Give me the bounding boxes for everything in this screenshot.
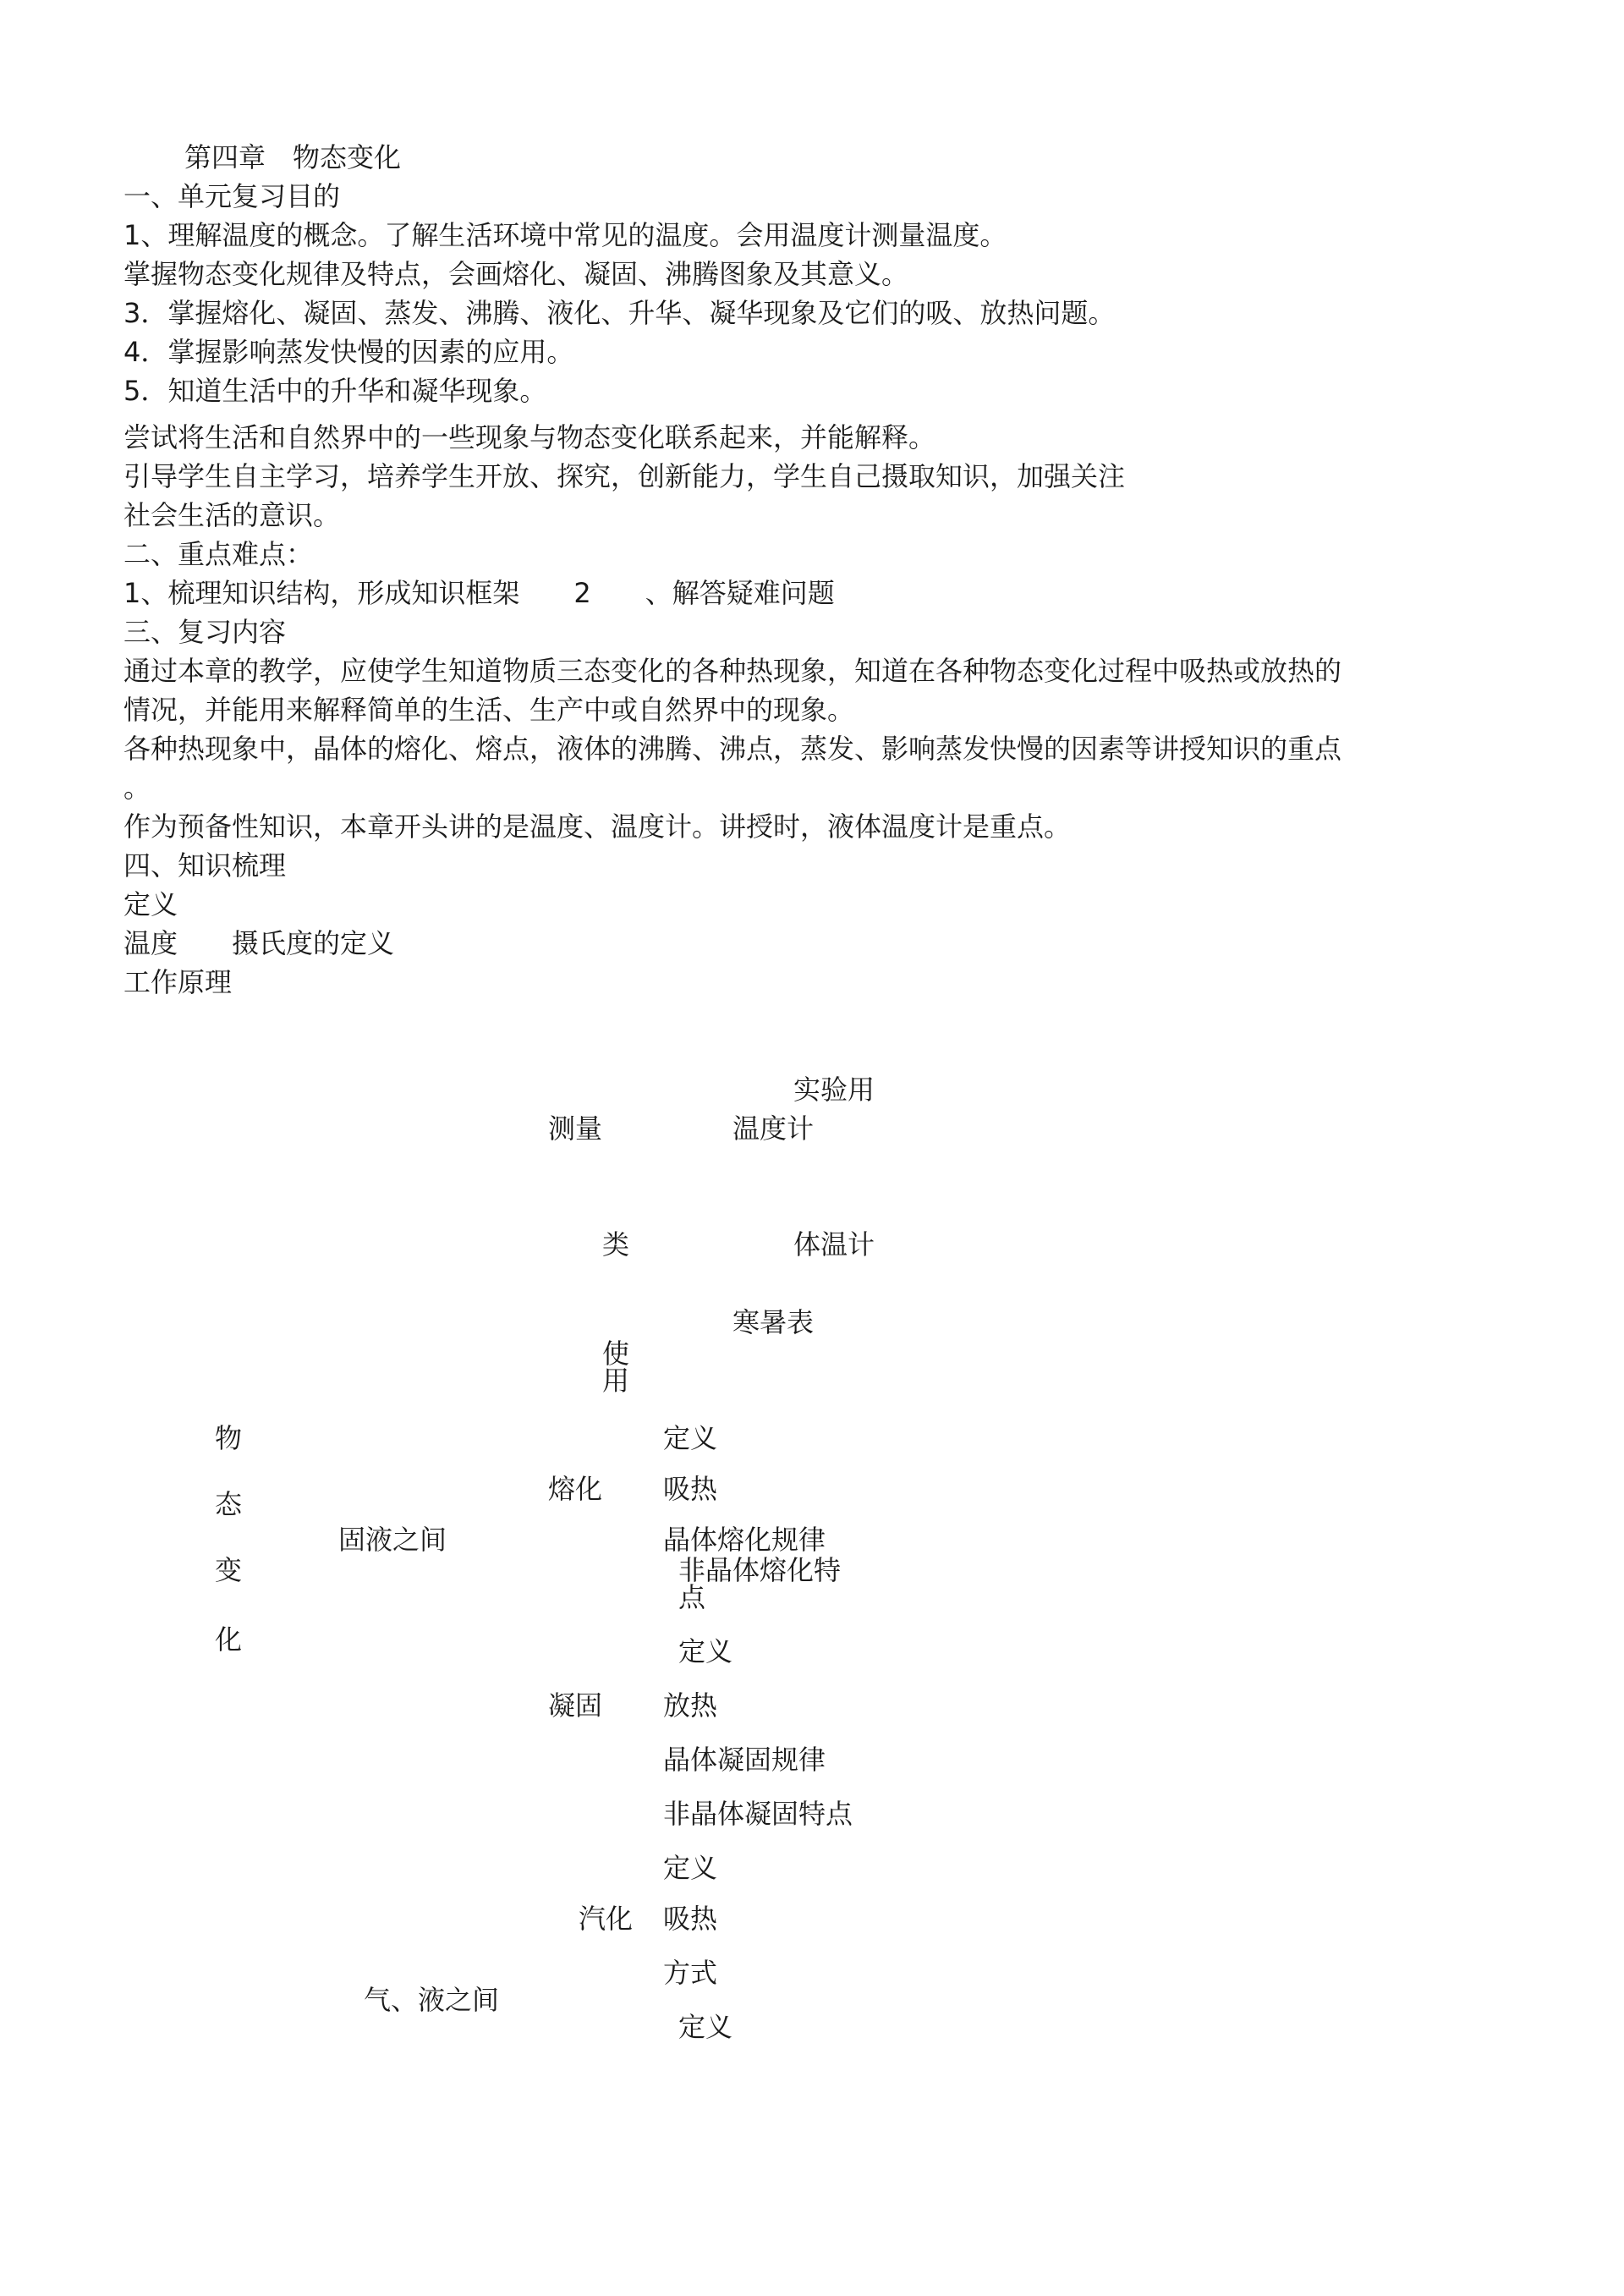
content-paragraph-1a: 通过本章的教学，应使学生知道物质三态变化的各种热现象，知道在各种物态变化过程中吸热或放热的 [123,655,1342,687]
tree-melting-absorb: 吸热 [663,1473,718,1505]
tree-clinical-thermometer: 体温计 [793,1228,875,1261]
objective-2: 掌握物态变化规律及特点，会画熔化、凝固、沸腾图象及其意义。 [123,258,909,290]
tree-freezing-definition: 定义 [678,1635,733,1667]
tree-lab-use: 实验用 [793,1074,875,1106]
objectives-heading: 一、单元复习目的 [123,180,341,212]
tree-use-char-1: 使 [602,1338,630,1370]
tree-amorphous-freezing: 非晶体凝固特点 [663,1798,853,1830]
tree-gas-liquid: 气、液之间 [364,1984,500,2016]
tree-measure: 测量 [548,1112,603,1145]
tree-vaporization-absorb: 吸热 [663,1903,718,1935]
tree-state-change-char-4: 化 [215,1623,243,1656]
objective-4: 4．掌握影响蒸发快慢的因素的应用。 [123,336,574,368]
content-paragraph-2b: 。 [123,772,151,804]
objective-1: 1、理解温度的概念。了解生活环境中常见的温度。会用温度计测量温度。 [123,219,1007,251]
tree-thermometer: 温度计 [732,1112,815,1145]
content-paragraph-1b: 情况，并能用来解释简单的生活、生产中或自然界中的现象。 [123,694,855,726]
objective-5: 5．知道生活中的升华和凝华现象。 [123,375,547,407]
tree-freezing: 凝固 [548,1689,603,1722]
tree-freezing-release: 放热 [663,1689,718,1722]
tree-solid-liquid: 固液之间 [338,1524,447,1556]
tree-kind: 类 [602,1228,630,1261]
tree-amorphous-melting-b: 点 [678,1581,706,1613]
tree-vaporization: 汽化 [579,1903,634,1935]
tree-state-change-char-2: 态 [215,1488,243,1520]
tree-melting: 熔化 [548,1473,603,1505]
tree-vaporization-definition-2: 定义 [678,2011,733,2043]
tree-amorphous-melting-a: 非晶体熔化特 [678,1554,842,1586]
tree-vaporization-mode: 方式 [663,1957,718,1989]
tree-crystal-freezing-law: 晶体凝固规律 [663,1744,826,1776]
review-content-heading: 三、复习内容 [123,616,287,648]
objective-7a: 引导学生自主学习，培养学生开放、探究，创新能力，学生自己摄取知识，加强关注 [123,460,1126,492]
objective-7b: 社会生活的意识。 [123,499,341,531]
content-paragraph-2a: 各种热现象中，晶体的熔化、熔点，液体的沸腾、沸点，蒸发、影响蒸发快慢的因素等讲授知识的重点 [123,733,1342,765]
tree-weather-thermometer: 寒暑表 [732,1306,815,1338]
content-paragraph-3: 作为预备性知识，本章开头讲的是温度、温度计。讲授时，液体温度计是重点。 [123,810,1072,843]
tree-vaporization-definition: 定义 [663,1852,718,1884]
key-points-heading: 二、重点难点： [123,538,314,570]
framework-heading: 四、知识梳理 [123,849,287,882]
tree-temperature-row: 温度 摄氏度的定义 [123,927,395,959]
tree-state-change-char-3: 变 [215,1554,243,1586]
chapter-title: 第四章 物态变化 [184,141,402,173]
objective-6: 尝试将生活和自然界中的一些现象与物态变化联系起来，并能解释。 [123,421,936,453]
tree-crystal-melting-law: 晶体熔化规律 [663,1524,826,1556]
tree-state-change-char-1: 物 [215,1422,243,1454]
tree-working-principle: 工作原理 [123,966,233,998]
tree-definition: 定义 [123,888,178,920]
tree-melting-definition: 定义 [663,1422,718,1454]
key-point-1: 1、梳理知识结构，形成知识框架 2 、解答疑难问题 [123,577,835,609]
tree-use-char-2: 用 [602,1365,630,1397]
objective-3: 3．掌握熔化、凝固、蒸发、沸腾、液化、升华、凝华现象及它们的吸、放热问题。 [123,297,1116,329]
